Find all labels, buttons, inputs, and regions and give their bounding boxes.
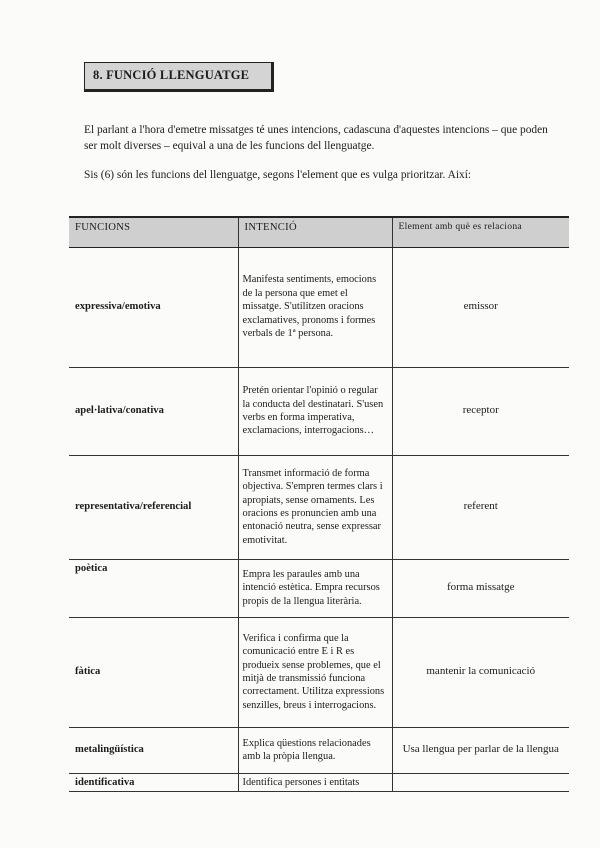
table-row xyxy=(69,727,569,773)
function-intention: Manifesta sentiments, emocions de la persona que emet el missatge. S'utilitzen oracions exclamatives, pronoms i formes verbals de 1ª persona. xyxy=(238,247,392,367)
function-name: fàtica xyxy=(69,617,238,727)
table-header-row xyxy=(69,217,569,247)
function-intention: Transmet informació de forma objectiva. S'empren termes clars i apropiats, sense ornaments. Les oracions es pronuncien amb una entonació neutra, sense expressar emotivitat. xyxy=(238,455,392,559)
intro-paragraph-2: Sis (6) són les funcions del llenguatge, segons l'element que es vulga prioritzar. Així: xyxy=(84,169,472,181)
header-intention: INTENCIÓ xyxy=(238,217,392,247)
function-intention: Empra les paraules amb una intenció estètica. Empra recursos propis de la llengua literària. xyxy=(238,559,392,617)
function-intention: Pretén orientar l'opinió o regular la conducta del destinatari. S'usen verbs en forma imperativa, exclamacions, interrogacions… xyxy=(238,367,392,455)
function-name: expressiva/emotiva xyxy=(69,247,238,367)
table-row xyxy=(69,247,569,367)
function-element: Usa llengua per parlar de la llengua xyxy=(392,727,569,773)
function-intention: Identifica persones i entitats xyxy=(238,773,392,791)
function-element: receptor xyxy=(392,367,569,455)
function-name: metalingüística xyxy=(69,727,238,773)
function-intention: Explica qüestions relacionades amb la pròpia llengua. xyxy=(238,727,392,773)
table-row xyxy=(69,773,569,791)
table-row xyxy=(69,559,569,617)
function-name: identificativa xyxy=(69,773,238,791)
function-name: representativa/referencial xyxy=(69,455,238,559)
function-element xyxy=(392,773,569,791)
functions-table-wrapper xyxy=(69,216,569,792)
function-name: apel·lativa/conativa xyxy=(69,367,238,455)
header-element: Element amb què es relaciona xyxy=(392,217,569,247)
header-functions: FUNCIONS xyxy=(69,217,238,247)
intro-paragraph-1: El parlant a l'hora d'emetre missatges té unes intencions, cadascuna d'aquestes intencions – que poden ser molt diverses – equival a una de les funcions del llenguatge. xyxy=(84,124,548,152)
function-element: emissor xyxy=(392,247,569,367)
function-name: poètica xyxy=(69,559,238,617)
section-title-box xyxy=(84,62,274,92)
section-title: 8. FUNCIÓ LLENGUATGE xyxy=(93,68,250,82)
function-intention: Verifica i confirma que la comunicació entre E i R es produeix sense problemes, que el mitjà de transmissió funciona correctament. Utilitza expressions senzilles, breus i interrogacions. xyxy=(238,617,392,727)
functions-table xyxy=(69,216,569,792)
table-row xyxy=(69,455,569,559)
function-element: mantenir la comunicació xyxy=(392,617,569,727)
table-row xyxy=(69,367,569,455)
table-row xyxy=(69,617,569,727)
function-element: forma missatge xyxy=(392,559,569,617)
function-element: referent xyxy=(392,455,569,559)
